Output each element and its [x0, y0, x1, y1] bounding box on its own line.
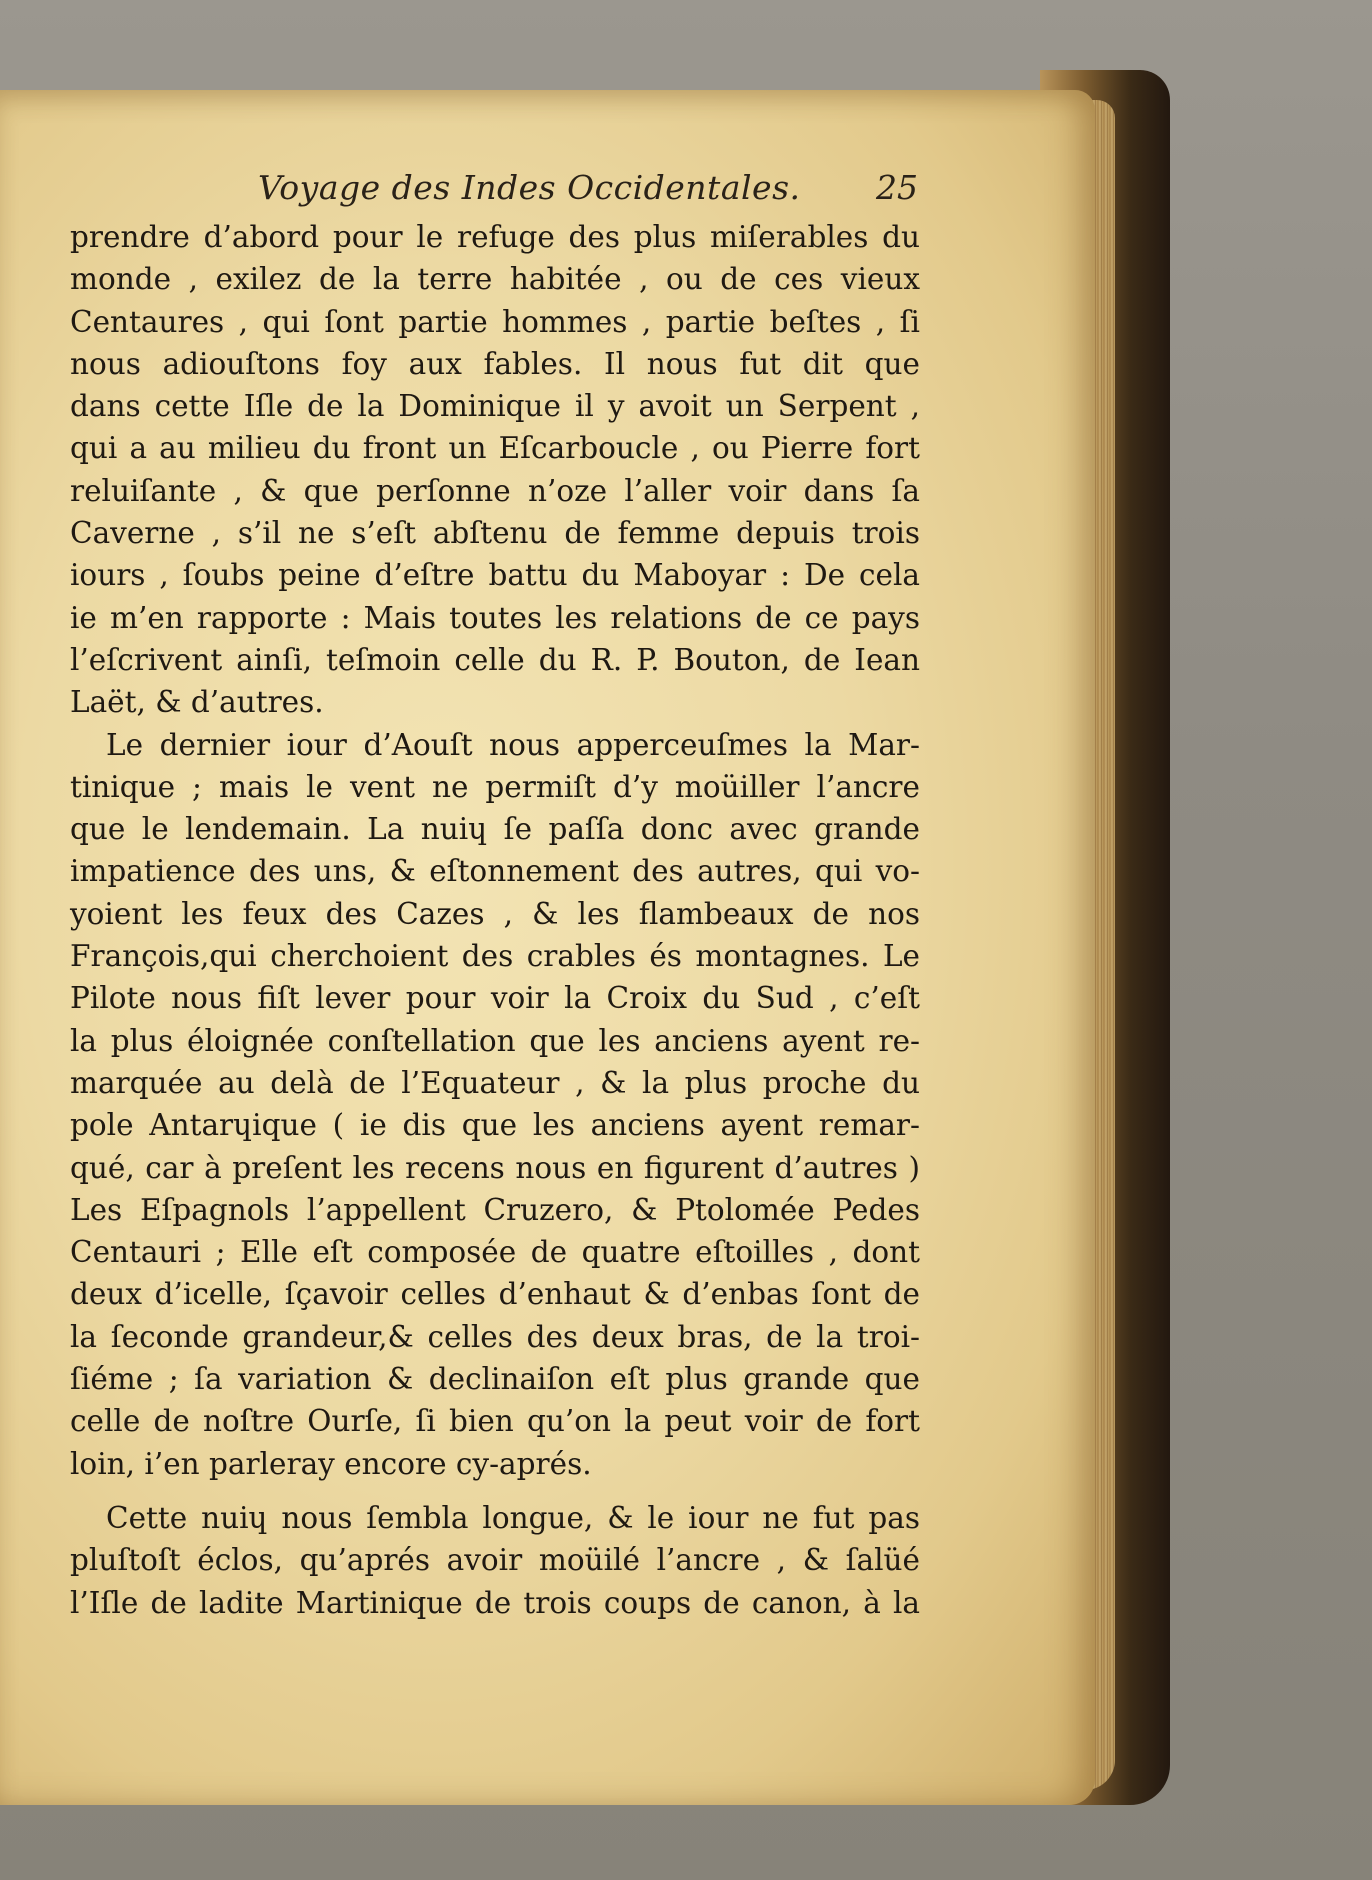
- text-line: monde , exilez de la terre habitée , ou de ces vieux: [70, 262, 920, 297]
- text-line: l’Iſle de ladite Martinique de trois coups de canon, à la: [70, 1585, 920, 1620]
- text-line: Centaures , qui ſont partie hommes , partie beſtes , ſi: [70, 304, 920, 339]
- text-line: l’eſcrivent ainſi, teſmoin celle du R. P. Bouton, de Iean: [70, 642, 920, 677]
- text-line: qué, car à preſent les recens nous en figurent d’autres ): [70, 1150, 920, 1185]
- page-number: 25: [876, 168, 918, 207]
- text-line: que le lendemain. La nuiɥ ſe paſſa donc avec grande: [70, 812, 920, 847]
- text-line: Les Eſpagnols l’appellent Cruzero, & Ptolomée Pedes: [70, 1192, 920, 1227]
- text-line: iours , ſoubs peine d’eſtre battu du Maboyar : De cela: [70, 558, 920, 593]
- text-line: François,qui cherchoient des crables és montagnes. Le: [70, 939, 920, 974]
- text-line: Centauri ; Elle eſt composée de quatre eſtoilles , dont: [70, 1235, 920, 1270]
- text-line: Laët, & d’autres.: [70, 685, 324, 720]
- paragraph-start-line: Le dernier iour d’Aouſt nous apperceuſmes la Mar-: [106, 727, 920, 762]
- text-line: pluſtoſt éclos, qu’aprés avoir moüilé l’ancre , & ſalüé: [70, 1543, 920, 1578]
- text-line: ſiéme ; ſa variation & declinaiſon eſt plus grande que: [70, 1362, 920, 1397]
- text-line: reluiſante , & que perſonne n’oze l’aller voir dans ſa: [70, 473, 920, 508]
- text-line: yoient les feux des Cazes , & les flambeaux de nos: [70, 896, 920, 931]
- text-line: celle de noſtre Ourſe, ſi bien qu’on la peut voir de fort: [70, 1404, 920, 1439]
- text-line: nous adiouſtons foy aux fables. Il nous fut dit que: [70, 346, 920, 381]
- paragraph-start-line: Cette nuiɥ nous ſembla longue, & le iour ne fut pas: [106, 1500, 920, 1535]
- page-header: [258, 168, 918, 214]
- text-line: prendre d’abord pour le refuge des plus miſerables du: [70, 220, 920, 254]
- text-line: loin, i’en parleray encore cy-aprés.: [70, 1446, 592, 1481]
- text-line: Pilote nous fiſt lever pour voir la Croix du Sud , c’eſt: [70, 981, 920, 1016]
- text-line: tinique ; mais le vent ne permiſt d’y moüiller l’ancre: [70, 769, 920, 804]
- text-line: qui a au milieu du front un Eſcarboucle , ou Pierre fort: [70, 431, 920, 466]
- text-line: ie m’en rapporte : Mais toutes les relations de ce pays: [70, 600, 920, 635]
- running-title: Voyage des Indes Occidentales.: [258, 168, 801, 207]
- text-line: la ſeconde grandeur,& celles des deux bras, de la troi-: [70, 1319, 920, 1354]
- text-line: marquée au delà de l’Equateur , & la plus proche du: [70, 1065, 920, 1100]
- text-line: dans cette Iſle de la Dominique il y avoit un Serpent ,: [70, 389, 920, 424]
- text-line: pole Antarɥique ( ie dis que les anciens ayent remar-: [70, 1108, 920, 1143]
- text-line: Caverne , s’il ne s’eſt abſtenu de femme depuis trois: [70, 516, 920, 551]
- text-line: la plus éloignée conſtellation que les anciens ayent re-: [70, 1023, 920, 1058]
- text-line: deux d’icelle, ſçavoir celles d’enhaut & d’enbas ſont de: [70, 1277, 920, 1312]
- body-text: [70, 216, 920, 1624]
- text-line: impatience des uns, & eſtonnement des autres, qui vo-: [70, 854, 920, 889]
